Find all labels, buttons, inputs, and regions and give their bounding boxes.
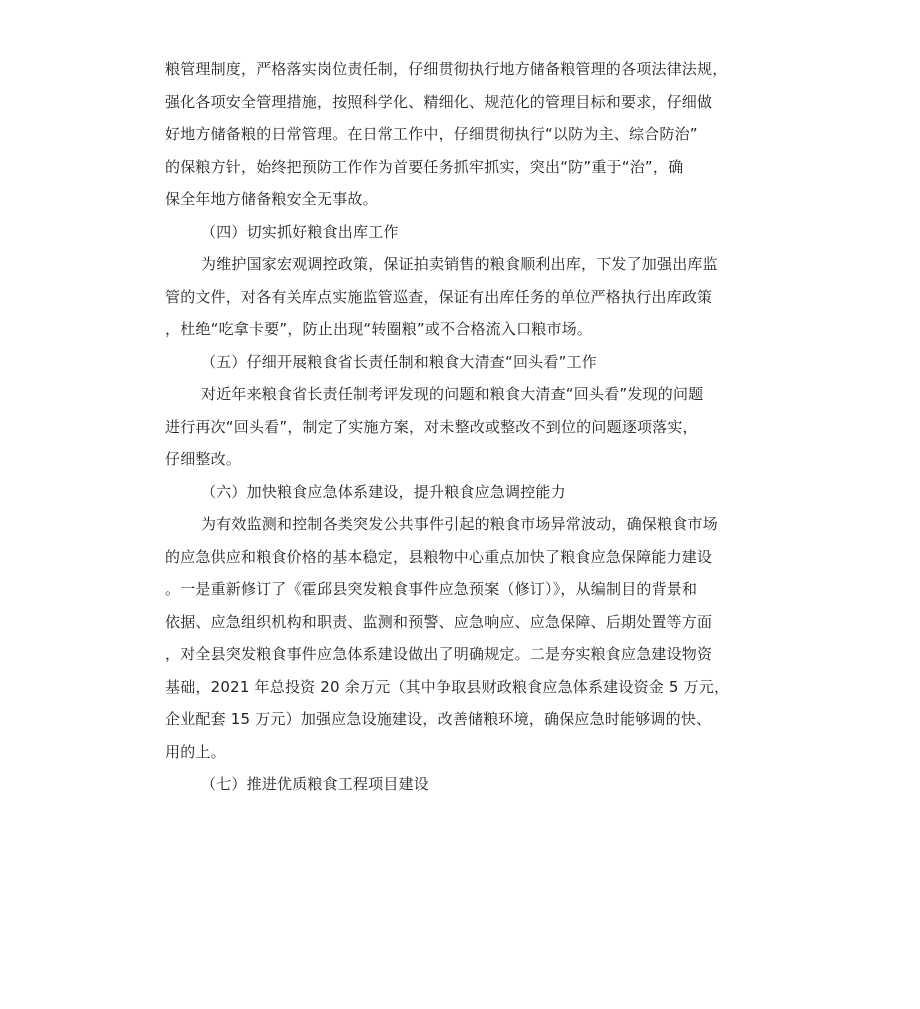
paragraph: [165, 508, 757, 768]
text-line: ，杜绝“吃拿卡要”，防止出现“转圈粮”或不合格流入口粮市场。: [165, 320, 593, 338]
text-line: 好地方储备粮的日常管理。在日常工作中，仔细贯彻执行“以防为主、综合防治”: [165, 125, 698, 143]
text-line: 基础，2021 年总投资 20 余万元（其中争取县财政粮食应急体系建设资金 5 万元，: [165, 677, 730, 696]
text-line: 。一是重新修订了《霍邱县突发粮食事件应急预案（修订）》，从编制目的背景和: [165, 580, 698, 598]
heading-text: （六）加快粮食应急体系建设，提升粮食应急调控能力: [201, 482, 566, 501]
section-heading: [165, 768, 757, 801]
text-line: 企业配套 15 万元）加强应急设施建设，改善储粮环境，确保应急时能够调的快、: [165, 710, 712, 728]
section-heading: [165, 476, 757, 509]
section-heading: [165, 346, 757, 379]
heading-text: （七）推进优质粮食工程项目建设: [201, 775, 430, 793]
text-line: 的保粮方针，始终把预防工作作为首要任务抓牢抓实，突出“防”重于“治”，确: [165, 157, 684, 176]
paragraph: [165, 53, 757, 216]
heading-text: （五）仔细开展粮食省长责任制和粮食大清查“回头看”工作: [201, 352, 597, 371]
text-line: 的应急供应和粮食价格的基本稳定，县粮物中心重点加快了粮食应急保障能力建设: [165, 547, 713, 566]
text-line: 对近年来粮食省长责任制考评发现的问题和粮食大清查“回头看”发现的问题: [201, 385, 704, 403]
text-line: 管的文件，对各有关库点实施监管巡查，保证有出库任务的单位严格执行出库政策: [165, 287, 713, 306]
text-line: 仔细整改。: [165, 450, 242, 468]
section-heading: [165, 216, 757, 249]
document-body: [165, 53, 757, 801]
text-line: ，对全县突发粮食事件应急体系建设做出了明确规定。二是夯实粮食应急建设物资: [165, 645, 713, 663]
heading-text: （四）切实抓好粮食出库工作: [201, 222, 399, 241]
paragraph: [165, 248, 757, 346]
text-line: 进行再次“回头看”，制定了实施方案，对未整改或整改不到位的问题逐项落实，: [165, 417, 698, 436]
text-line: 强化各项安全管理措施，按照科学化、精细化、规范化的管理目标和要求，仔细做: [165, 92, 713, 111]
text-line: 为有效监测和控制各类突发公共事件引起的粮食市场异常波动，确保粮食市场: [201, 515, 718, 533]
text-line: 用的上。: [165, 742, 226, 761]
paragraph: [165, 378, 757, 476]
text-line: 粮管理制度，严格落实岗位责任制，仔细贯彻执行地方储备粮管理的各项法律法规，: [165, 60, 728, 78]
text-line: 保全年地方储备粮安全无事故。: [165, 190, 378, 208]
text-line: 依据、应急组织机构和职责、监测和预警、应急响应、应急保障、后期处置等方面: [165, 612, 713, 631]
text-line: 为维护国家宏观调控政策，保证拍卖销售的粮食顺利出库，下发了加强出库监: [201, 255, 718, 273]
